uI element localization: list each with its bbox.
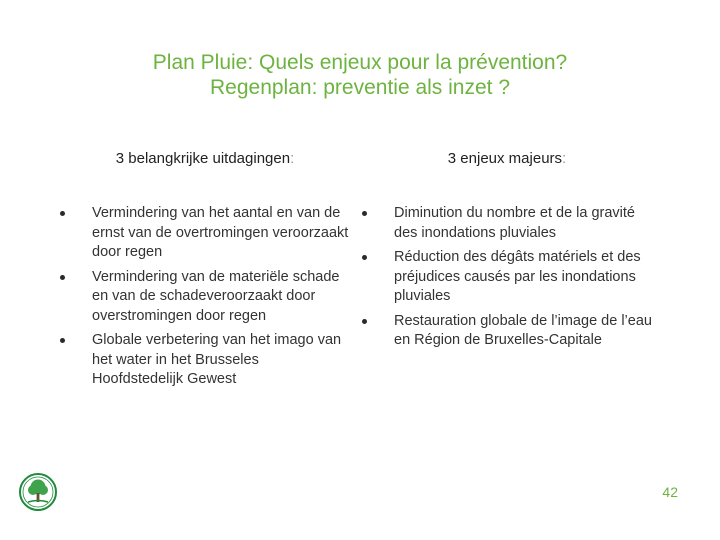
list-item-text: Restauration globale de l’image de l’eau en Région de Bruxelles-Capitale [394,312,652,348]
column-fr [362,150,652,356]
list-item [60,331,350,390]
column-nl [60,150,350,395]
title-line-fr: Plan Pluie: Quels enjeux pour la prévention? [152,51,568,74]
title-line-nl: Regenplan: preventie als inzet ? [209,76,511,99]
column-heading-fr-colon: : [562,150,567,167]
list-item [362,204,652,243]
bullet-list-nl [60,204,350,390]
column-heading-nl-colon: : [290,150,295,167]
bullet-dot-icon [60,338,65,343]
bullet-dot-icon [362,319,367,324]
list-item-text: Réduction des dégâts matériels et des préjudices causés par les inondations pluviales [394,249,641,304]
list-item [362,312,652,351]
list-item-text: Vermindering van het aantal en van de ernst van de overtromingen veroorzaakt door regen [92,205,349,260]
list-item [60,204,350,263]
slide-title [0,50,720,100]
bullet-dot-icon [362,211,367,216]
column-heading-fr [392,150,622,170]
column-heading-nl [100,150,310,170]
page-number: 42 [662,484,678,500]
list-item-text: Diminution du nombre et de la gravité des inondations pluviales [394,205,635,241]
bullet-dot-icon [60,211,65,216]
column-heading-nl-text: 3 belangkrijke uitdagingen [115,150,291,167]
bullet-dot-icon [362,255,367,260]
bullet-list-fr [362,204,652,351]
tree-logo-icon [18,472,58,512]
list-item [60,268,350,327]
column-heading-fr-text: 3 enjeux majeurs [447,150,563,167]
list-item-text: Vermindering van de materiële schade en van de schadeveroorzaakt door overstromingen door regen [92,268,340,324]
bullet-dot-icon [60,275,65,280]
list-item [362,248,652,307]
list-item-text: Globale verbetering van het imago van het water in het Brusseles Hoofdstedelijk Gewest [92,332,342,387]
